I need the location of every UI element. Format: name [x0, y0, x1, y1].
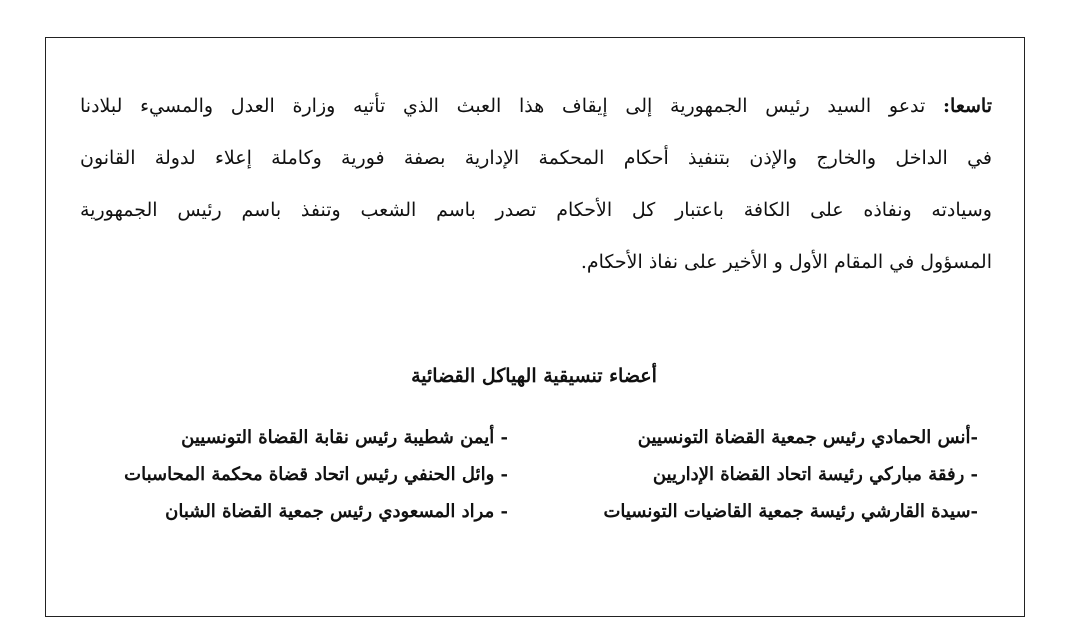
- section-title: أعضاء تنسيقية الهياكل القضائية: [411, 365, 657, 387]
- member-item: -أنس الحمادي رئيس جمعية القضاة التونسيين: [637, 427, 978, 448]
- paragraph-line: المسؤول في المقام الأول و الأخير على نفاذ الأحكام.: [580, 251, 992, 273]
- member-item: - أيمن شطيبة رئيس نقابة القضاة التونسيين: [181, 427, 508, 448]
- member-item: - وائل الحنفي رئيس اتحاد قضاة محكمة المحاسبات: [124, 464, 508, 485]
- member-item: - مراد المسعودي رئيس جمعية القضاة الشبان: [165, 501, 508, 522]
- member-item: -سيدة القارشي رئيسة جمعية القاضيات التونسيات: [603, 501, 978, 522]
- paragraph-line: وسيادته ونفاذه على الكافة باعتبار كل الأحكام تصدر باسم الشعب وتنفذ باسم رئيس الجمهورية: [80, 199, 992, 221]
- paragraph-line-text: تدعو السيد رئيس الجمهورية إلى إيقاف هذا العبث الذي تأتيه وزارة العدل والمسيء لبلادنا: [80, 95, 926, 117]
- members-left-column: [124, 425, 508, 536]
- article-nine-paragraph: [80, 92, 992, 300]
- members-right-column: [603, 425, 978, 536]
- paragraph-lead: تاسعا:: [943, 95, 993, 117]
- member-item: - رفقة مباركي رئيسة اتحاد القضاة الإداريين: [652, 464, 978, 485]
- paragraph-line: في الداخل والخارج والإذن بتنفيذ أحكام المحكمة الإدارية بصفة فورية وكاملة إعلاء لدولة القانون: [80, 147, 992, 169]
- paragraph-line: [80, 92, 992, 144]
